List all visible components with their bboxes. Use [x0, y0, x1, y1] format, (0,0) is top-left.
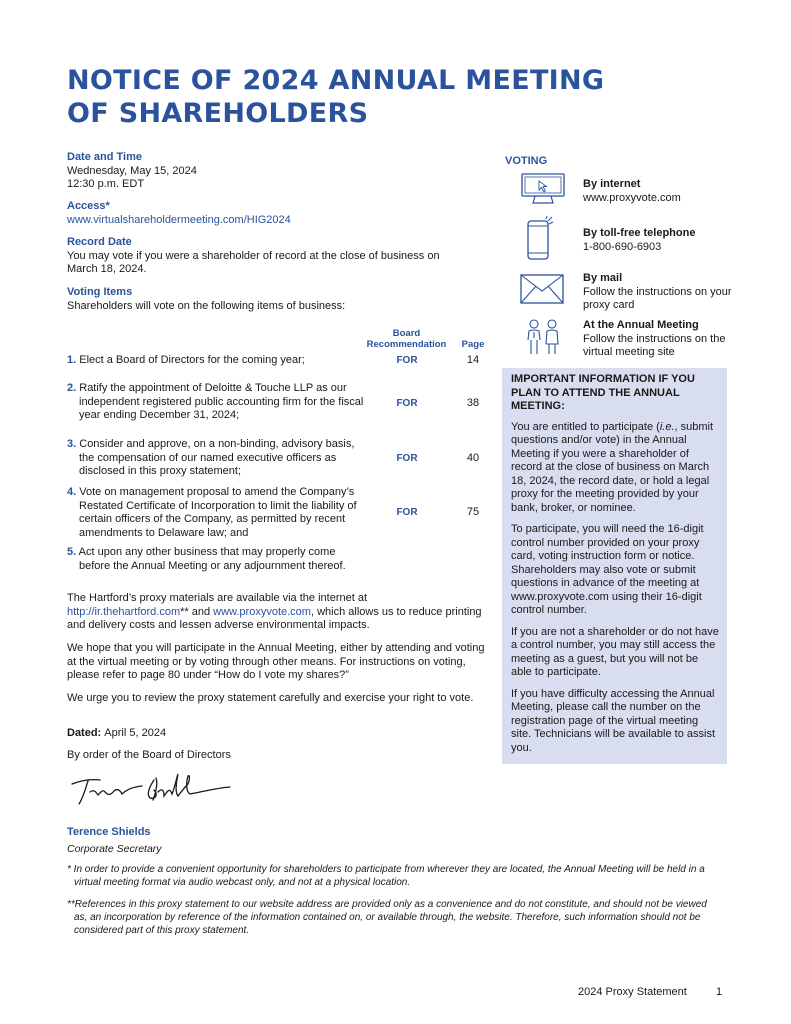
access-section [67, 200, 467, 227]
vote-method-head: By internet [583, 178, 641, 190]
board-recommendation-header [360, 328, 453, 350]
page-footer [578, 986, 728, 1000]
vote-method-head: By toll-free telephone [583, 227, 696, 239]
record-date-label: Record Date [67, 236, 132, 248]
voting-title: VOTING [505, 155, 548, 167]
voting-item [67, 438, 364, 479]
vote-telephone [583, 227, 733, 254]
item-text: Consider and approve, on a non-binding, advisory basis, the compensation of our named executive officers as disclosed in this proxy statement; [79, 438, 355, 477]
time-line: 12:30 p.m. EDT [67, 178, 145, 190]
item-number: 4. [67, 486, 77, 498]
item-recommendation: FOR [396, 398, 418, 409]
item-page: 38 [466, 397, 480, 409]
info-p1-pre: You are entitled to participate ( [511, 420, 660, 433]
vote-annual-meeting [583, 319, 733, 360]
item-page: 14 [466, 354, 480, 366]
item-recommendation: FOR [396, 507, 418, 518]
record-date-text: You may vote if you were a shareholder of record at the close of business on March 18, 2024. [67, 249, 440, 275]
footnote-website-references [67, 898, 722, 937]
voting-item [67, 486, 364, 540]
date-line: Wednesday, May 15, 2024 [67, 164, 197, 177]
vote-internet [583, 178, 733, 205]
vote-method-detail: Follow the instructions on the virtual meeting site [583, 332, 726, 358]
date-time-label: Date and Time [67, 151, 142, 163]
page-number: 1 [716, 986, 723, 998]
voting-items-label: Voting Items [67, 286, 133, 298]
date-time-section [67, 151, 467, 192]
info-p1-ie: i.e. [659, 420, 675, 433]
voting-item [67, 546, 357, 573]
board-header-line-1: Board [392, 328, 421, 339]
item-text: Elect a Board of Directors for the coming year; [79, 354, 305, 366]
hartford-ir-link[interactable]: http://ir.thehartford.com [67, 605, 181, 618]
footer-doc-title: 2024 Proxy Statement [578, 986, 687, 998]
voting-items-intro: Shareholders will vote on the following items of business: [67, 299, 346, 312]
proxyvote-link[interactable]: www.proxyvote.com [213, 605, 311, 618]
page-title [67, 64, 627, 130]
vote-method-head: By mail [583, 272, 623, 284]
footnote-virtual-meeting [67, 863, 722, 889]
info-box-paragraph-1 [511, 421, 719, 516]
vote-method-head: At the Annual Meeting [583, 319, 699, 331]
dated-value: April 5, 2024 [104, 727, 167, 739]
computer-icon [521, 173, 565, 205]
voting-item [67, 354, 367, 368]
envelope-icon [520, 274, 564, 304]
footnote-1-text: * In order to provide a convenient opportunity for shareholders to participate from wherever they are located, the Annual Meeting will be held in a virtual meeting format via audio webcast only, and not at a physical location. [67, 864, 705, 888]
by-order-line: By order of the Board of Directors [67, 749, 231, 761]
urge-paragraph: We urge you to review the proxy statement carefully and exercise your right to vote. [67, 692, 474, 704]
voting-items-section [67, 286, 487, 313]
phone-icon [526, 215, 554, 261]
title-line-1: NOTICE OF 2024 ANNUAL MEETING [67, 65, 605, 96]
item-number: 2. [67, 382, 77, 394]
signer-name: Terence Shields [67, 826, 151, 838]
board-header-line-2: Recommendation [366, 339, 447, 350]
participation-paragraph: We hope that you will participate in the Annual Meeting, either by attending and voting at the virtual meeting or by voting through other means. For instructions on voting, please refer to page 80 under “How do I vote my shares?” [67, 642, 485, 681]
item-number: 3. [67, 438, 77, 450]
info-box-paragraph-2: To participate, you will need the 16-digit control number provided on your proxy card, voting instruction form or notice. Shareholders may also vote or submit questions in advance of the meeting at www.proxyvote.com using their 16-digit control number. [511, 523, 704, 616]
signer-title: Corporate Secretary [67, 843, 162, 855]
vote-method-detail: Follow the instructions on your proxy card [583, 285, 732, 311]
proxy-text-mid: ** and [180, 605, 214, 618]
info-p1-post: , submit questions and/or vote) in the Annual Meeting if you were a shareholder of record at the close of business on March 18, 2024, the record date, or hold a legal proxy for the meeting provided by your bank, broker, or nominee. [511, 420, 714, 514]
dated-label: Dated: [67, 727, 102, 739]
info-box-paragraph-4: If you have difficulty accessing the Annual Meeting, please call the number on the registration page of the virtual meeting site. Technicians will be available to assist you. [511, 687, 716, 754]
vote-method-detail: 1-800-690-6903 [583, 240, 662, 253]
item-page: 75 [466, 506, 480, 518]
vote-mail [583, 272, 733, 313]
info-box-paragraph-3: If you are not a shareholder or do not have a control number, you may still access the meeting as a guest, but you will not be able to participate. [511, 625, 719, 678]
proxy-materials-paragraph [67, 592, 485, 633]
important-info-box [502, 368, 727, 764]
record-date-section [67, 236, 467, 277]
signature-image [70, 770, 235, 818]
item-recommendation: FOR [396, 453, 418, 464]
item-text: Ratify the appointment of Deloitte & Touche LLP as our independent registered public accounting firm for the fiscal year ending December 31, 2024; [79, 382, 364, 421]
footnote-2-text: **References in this proxy statement to our website address are provided only as a convenience and do not constitute, and should not be viewed as, an incorporation by reference of the information contained on, or available through, the website. Therefore, such information should not be considered part of this proxy statement. [67, 899, 707, 936]
title-line-2: OF SHAREHOLDERS [67, 98, 369, 129]
page-header: Page [461, 339, 485, 350]
voting-item [67, 382, 364, 423]
people-icon [525, 318, 561, 356]
item-text: Vote on management proposal to amend the Company’s Restated Certificate of Incorporation to limit the liability of certain officers of the Company, as permitted by recent amendments to Delaware law; and [79, 486, 357, 539]
proxy-text-pre: The Hartford’s proxy materials are available via the internet at [67, 592, 367, 604]
dated-line [67, 727, 485, 741]
access-label: Access* [67, 200, 110, 212]
vote-method-detail: www.proxyvote.com [583, 191, 681, 204]
info-box-heading: IMPORTANT INFORMATION IF YOU PLAN TO ATTEND THE ANNUAL MEETING: [511, 373, 695, 412]
item-number: 5. [67, 546, 77, 558]
proxy-text-post: , which allows us to reduce printing and delivery costs and lessen adverse environmental impacts. [67, 605, 482, 631]
item-recommendation: FOR [396, 355, 418, 366]
item-page: 40 [466, 452, 480, 464]
item-text: Act upon any other business that may properly come before the Annual Meeting or any adjournment thereof. [78, 546, 346, 572]
access-link[interactable]: www.virtualshareholdermeeting.com/HIG2024 [67, 213, 291, 226]
item-number: 1. [67, 354, 77, 366]
